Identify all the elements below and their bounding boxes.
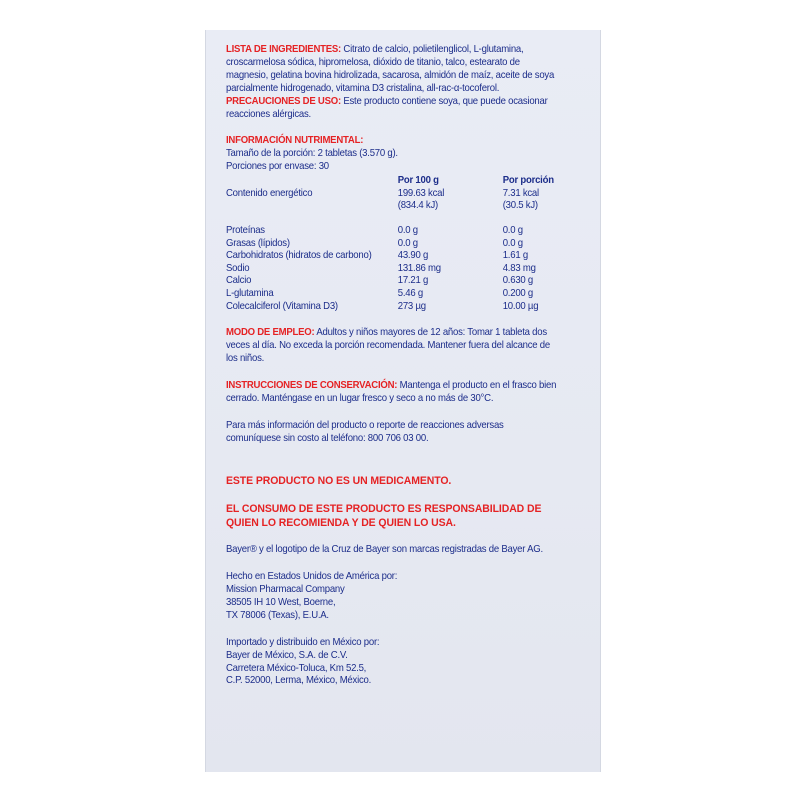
contact-text: Para más información del producto o reporte de reacciones adversas comuníquese sin costo al teléfono: 800 706 03 00. xyxy=(226,419,504,444)
usage-section xyxy=(226,327,557,366)
storage-section xyxy=(226,380,557,406)
table-row: Colecalciferol (Vitamina D3) 273 µg 10.00 µg xyxy=(226,300,539,312)
table-row: Calcio 17.21 g 0.630 g xyxy=(226,275,534,287)
usage-text: Adultos y niños mayores de 12 años: Tomar 1 tableta dos veces al día. No exceda la porción recomendada. Mantener fuera del alcance de los niños. xyxy=(226,327,550,364)
nutrition-serving: Tamaño de la porción: 2 tabletas (3.570 g). xyxy=(226,148,398,160)
label-text xyxy=(226,44,557,688)
energy-portion-kcal: 7.31 kcal xyxy=(502,187,539,199)
importer-block: Importado y distribuido en México por: Bayer de México, S.A. de C.V. Carretera México-Toluca, Km 52.5, C.P. 52000, Lerma, México, México. xyxy=(226,636,380,687)
storage-heading: INSTRUCCIONES DE CONSERVACIÓN: xyxy=(226,379,398,391)
precautions-heading: PRECAUCIONES DE USO: xyxy=(226,95,341,107)
table-row: Proteínas 0.0 g 0.0 g xyxy=(226,224,523,236)
responsibility-warning: EL CONSUMO DE ESTE PRODUCTO ES RESPONSABILIDAD DE QUIEN LO RECOMIENDA Y DE QUIEN LO USA. xyxy=(226,503,542,529)
energy-portion-kj: (30.5 kJ) xyxy=(502,200,538,212)
nutrition-table xyxy=(226,175,557,313)
table-row: Sodio 131.86 mg 4.83 mg xyxy=(226,262,536,274)
energy-row xyxy=(226,188,557,201)
nutrition-header-row xyxy=(226,175,557,188)
table-row: Carbohidratos (hidratos de carbono) 43.90 g 1.61 g xyxy=(226,250,528,262)
nutrition-servings-per-pack: Porciones por envase: 30 xyxy=(226,161,329,173)
ingredients-text: Citrato de calcio, polietilenglicol, L-glutamina, croscarmelosa sódica, hipromelosa, dióxido de titanio, talco, estearato de magnesio, gelatina bovina hidrolizada, sacarosa, almidón de maíz, aceite de soya parcialmente hidrogenado, vitamina D3 cristalina, all-rac-α-tocoferol. xyxy=(226,44,555,94)
column-header-per-portion: Por porción xyxy=(502,175,554,187)
energy-label: Contenido energético xyxy=(226,187,313,199)
energy-per100-kj: (834.4 kJ) xyxy=(397,200,438,212)
energy-kj-row xyxy=(226,200,557,213)
ingredients-section xyxy=(226,44,557,96)
not-medicine-warning: ESTE PRODUCTO NO ES UN MEDICAMENTO. xyxy=(226,475,452,488)
storage-text: Mantenga el producto en el frasco bien cerrado. Manténgase en un lugar fresco y seco a no más de 30°C. xyxy=(226,379,557,404)
precautions-text: Este producto contiene soya, que puede ocasionar reacciones alérgicas. xyxy=(226,95,548,120)
precautions-section xyxy=(226,96,557,122)
trademark-text: Bayer® y el logotipo de la Cruz de Bayer son marcas registradas de Bayer AG. xyxy=(226,544,543,556)
nutrition-heading: INFORMACIÓN NUTRIMENTAL: xyxy=(226,135,364,147)
ingredients-heading: LISTA DE INGREDIENTES: xyxy=(226,44,341,55)
column-header-per-100g: Por 100 g xyxy=(397,175,439,187)
table-row: Grasas (lípidos) 0.0 g 0.0 g xyxy=(226,237,523,249)
usage-heading: MODO DE EMPLEO: xyxy=(226,327,315,339)
energy-per100-kcal: 199.63 kcal xyxy=(397,187,445,199)
table-row: L-glutamina 5.46 g 0.200 g xyxy=(226,287,534,299)
manufacturer-block: Hecho en Estados Unidos de América por: Mission Pharmacal Company 38505 IH 10 West, Boerne, TX 78006 (Texas), E.U.A. xyxy=(226,571,398,621)
